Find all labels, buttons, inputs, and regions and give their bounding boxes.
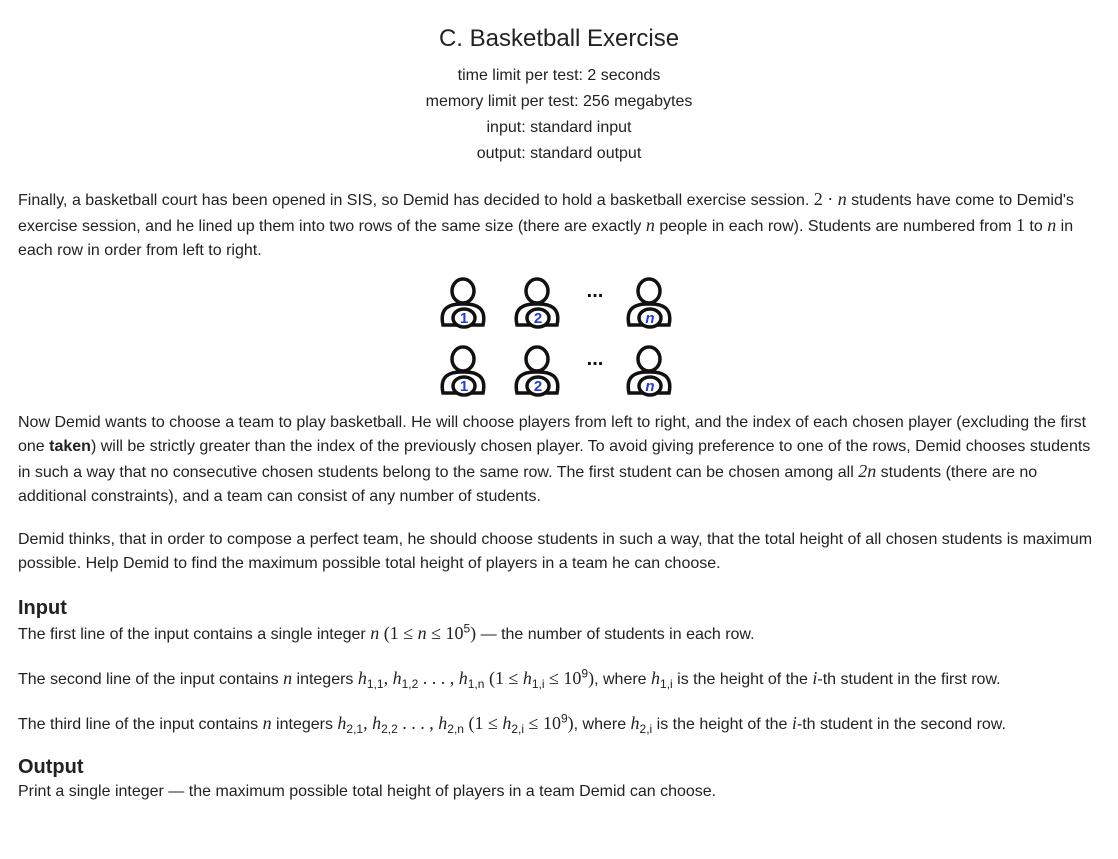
person-label: 1 xyxy=(459,310,469,327)
statement-paragraph-1: Finally, a basketball court has been opened in SIS, so Demid has decided to hold a basketball exercise session. 2 · n students have come to Demid's exercise session, and he lined up them into two rows of the same size (there are exactly n people in each row). Students are numbered from 1 to n in each row in order from left to right. xyxy=(18,189,1074,259)
problem-limits xyxy=(18,63,1100,167)
bold-word: taken xyxy=(49,438,91,455)
person-label: n xyxy=(645,378,655,395)
time-limit: time limit per test: 2 seconds xyxy=(457,67,661,84)
input-heading: Input xyxy=(18,597,67,619)
person-label: 2 xyxy=(533,310,543,327)
output-source: output: standard output xyxy=(476,145,642,162)
output-heading: Output xyxy=(18,756,84,778)
person-label: n xyxy=(645,310,655,327)
input-line-3: The third line of the input contains n integers $h_{2,1}$, $h_{2,2}$ . . . , $h_{2,n}$ $(1 \le h_{2,i} \le 10^9)$, where $h_{2,i}$ is the height of the i-th student in the second row. xyxy=(18,711,1006,737)
output-text: Print a single integer — the maximum possible total height of players in a team Demid can choose. xyxy=(18,783,717,800)
problem-title: C. Basketball Exercise xyxy=(438,25,680,52)
row-1 xyxy=(442,279,670,327)
person-label: 2 xyxy=(533,378,543,395)
statement-paragraph-2: Now Demid wants to choose a team to play basketball. He will choose players from left to right, and the index of each chosen player (excluding the first one taken) will be strictly greater than the index of the previously chosen player. To avoid giving preference to one of the rows, Demid chooses students in such a way that no consecutive chosen students belong to the same row. The first student can be chosen among all 2n students (there are no additional constraints), and a team can consist of any number of students. xyxy=(18,414,1091,505)
row-2 xyxy=(442,347,670,395)
input-source: input: standard input xyxy=(486,119,632,136)
ellipsis-dots: ... xyxy=(586,348,604,370)
input-line-2: The second line of the input contains n integers $h_{1,1}$, $h_{1,2}$ . . . , $h_{1,n}$ $(1 \le h_{1,i} \le 10^9)$, where $h_{1,i}$ is the height of the i-th student in the first row. xyxy=(18,666,1001,692)
input-line-1: The first line of the input contains a single integer n $(1 \le n \le 10^5)$ — the number of students in each row. xyxy=(18,621,755,643)
ellipsis-dots: ... xyxy=(586,280,604,302)
person-label: 1 xyxy=(459,378,469,395)
statement-paragraph-3: Demid thinks, that in order to compose a perfect team, he should choose students in such a way, that the total height of all chosen students is maximum possible. Help Demid to find the maximum possible total height of players in a team he can choose. xyxy=(18,531,1093,572)
problem-statement xyxy=(18,187,1100,804)
problem-header xyxy=(18,0,1100,167)
students-rows-figure xyxy=(429,271,689,405)
memory-limit: memory limit per test: 256 megabytes xyxy=(425,93,693,110)
problem-page xyxy=(18,0,1100,804)
